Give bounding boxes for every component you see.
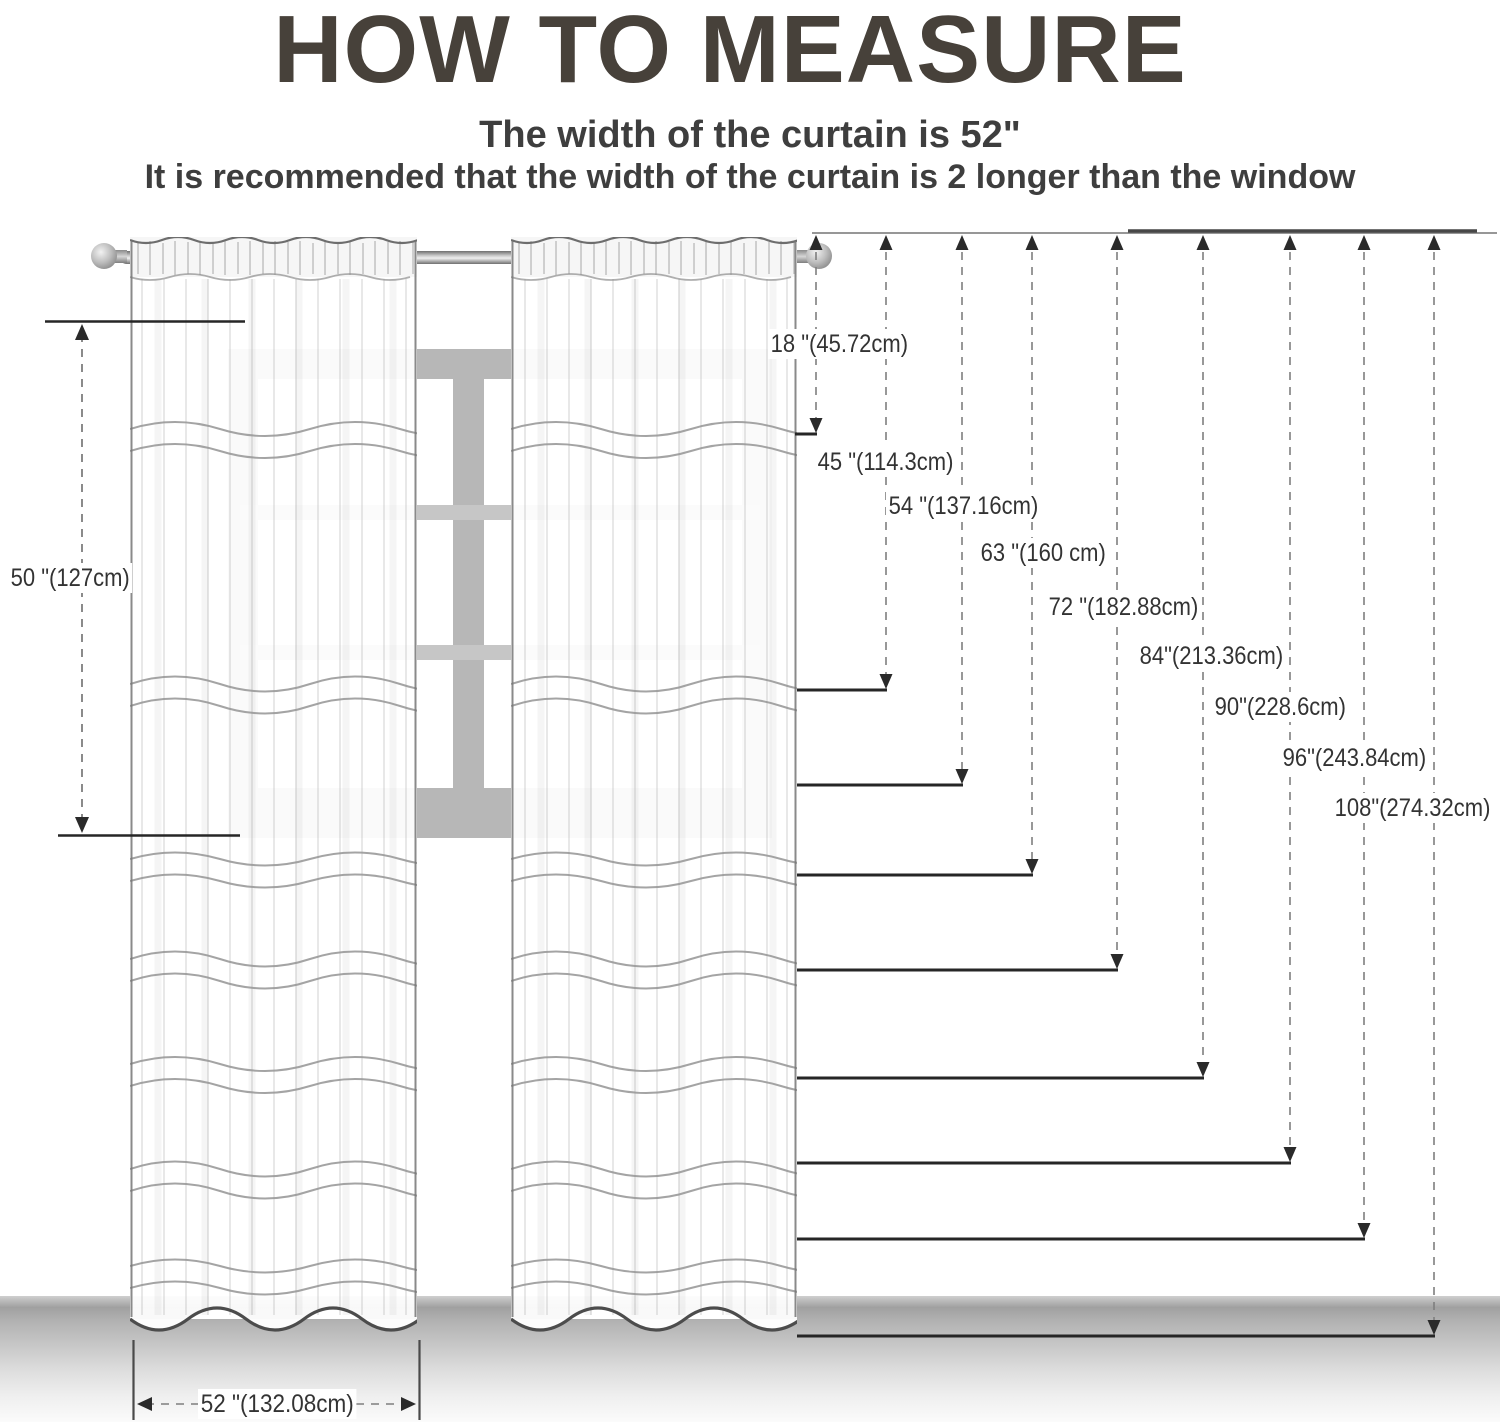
curtain-width-label: 52 "(132.08cm)	[198, 1389, 356, 1419]
down-arrow-icon	[1026, 859, 1039, 874]
measure-108in	[797, 235, 1441, 1336]
rod-finial-left	[91, 243, 117, 269]
length-label-84in: 84"(213.36cm)	[1137, 641, 1286, 671]
up-arrow-icon	[1358, 235, 1371, 250]
up-arrow-icon	[1111, 235, 1124, 250]
down-arrow-icon	[1358, 1223, 1371, 1238]
length-label-63in: 63 "(160 cm)	[978, 538, 1108, 568]
length-label-90in: 90"(228.6cm)	[1212, 692, 1349, 722]
up-arrow-icon	[956, 235, 969, 250]
up-arrow-icon	[880, 235, 893, 250]
curtain-panel-left-art	[130, 237, 417, 1342]
length-label-108in: 108"(274.32cm)	[1332, 793, 1493, 823]
subtitle-width: The width of the curtain is 52"	[479, 114, 1021, 156]
down-arrow-icon	[1284, 1147, 1297, 1162]
length-label-18in: 18 "(45.72cm)	[768, 329, 911, 359]
curtain-panel-right	[511, 237, 797, 1342]
measure-96in	[797, 235, 1371, 1239]
curtain-body	[511, 237, 797, 1319]
curtain-panel-right-art	[511, 237, 797, 1342]
page-title: HOW TO MEASURE	[273, 0, 1187, 103]
length-label-54in: 54 "(137.16cm)	[886, 491, 1041, 521]
window-height-label: 50 "(127cm)	[8, 563, 132, 593]
subtitle-recommendation: It is recommended that the width of the curtain is 2 longer than the window	[144, 158, 1356, 196]
down-arrow-icon	[1197, 1062, 1210, 1077]
curtain-panel-left	[130, 237, 417, 1342]
rod-finial-right	[806, 243, 832, 269]
length-label-72in: 72 "(182.88cm)	[1046, 592, 1201, 622]
length-label-96in: 96"(243.84cm)	[1280, 743, 1429, 773]
window-mullion	[453, 349, 484, 838]
up-arrow-icon	[1284, 235, 1297, 250]
down-arrow-icon	[956, 769, 969, 784]
up-arrow-icon	[1026, 235, 1039, 250]
down-arrow-icon	[75, 817, 89, 833]
down-arrow-icon	[810, 418, 823, 433]
up-arrow-icon	[1197, 235, 1210, 250]
up-arrow-icon	[1428, 235, 1441, 250]
down-arrow-icon	[1111, 954, 1124, 969]
down-arrow-icon	[880, 674, 893, 689]
length-label-45in: 45 "(114.3cm)	[815, 447, 956, 477]
up-arrow-icon	[75, 324, 89, 340]
